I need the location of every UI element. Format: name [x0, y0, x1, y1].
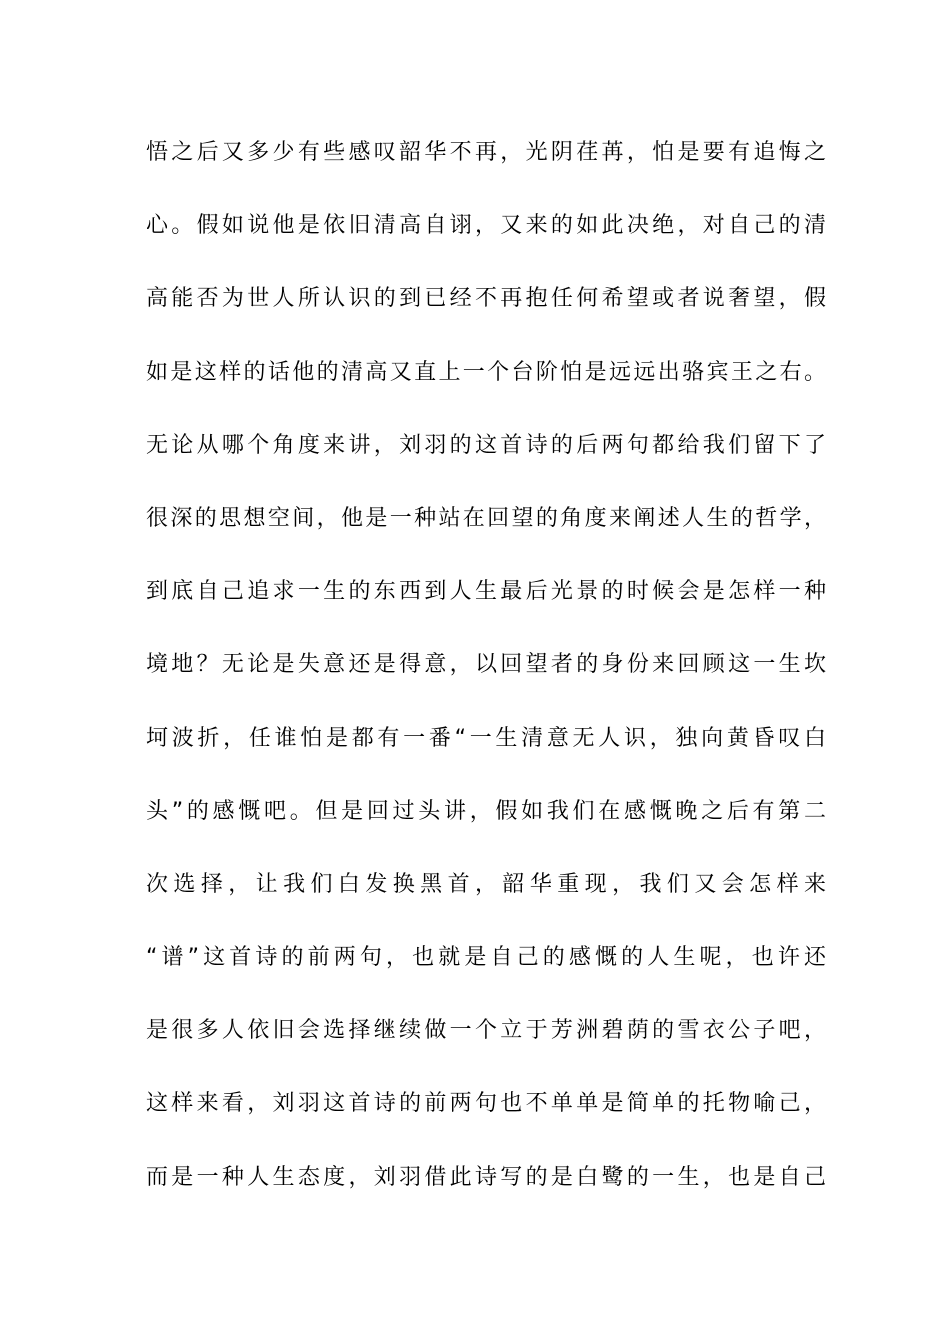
- body-text: [146, 133, 826, 1231]
- text-line: 心。假如说他是依旧清高自诩，又来的如此决绝，对自己的清: [146, 213, 826, 239]
- text-line: 这样来看，刘羽这首诗的前两句也不单单是简单的托物喻己，: [146, 1091, 826, 1117]
- text-line: 如是这样的话他的清高又直上一个台阶怕是远远出骆宾王之右。: [146, 359, 826, 385]
- text-line: 境地？无论是失意还是得意，以回望者的身份来回顾这一生坎: [146, 652, 826, 678]
- text-line: 高能否为世人所认识的到已经不再抱任何希望或者说奢望，假: [146, 286, 826, 312]
- text-line: 到底自己追求一生的东西到人生最后光景的时候会是怎样一种: [146, 579, 826, 605]
- text-line: 是很多人依旧会选择继续做一个立于芳洲碧荫的雪衣公子吧，: [146, 1018, 826, 1044]
- text-line: 坷波折，任谁怕是都有一番“一生清意无人识，独向黄昏叹白: [146, 725, 826, 751]
- text-line: 很深的思想空间，他是一种站在回望的角度来阐述人生的哲学，: [146, 505, 826, 531]
- text-line: 无论从哪个角度来讲，刘羽的这首诗的后两句都给我们留下了: [146, 432, 826, 458]
- text-line: 头”的感慨吧。但是回过头讲，假如我们在感慨晚之后有第二: [146, 798, 826, 824]
- text-line: 而是一种人生态度，刘羽借此诗写的是白鹭的一生，也是自己: [146, 1164, 826, 1190]
- text-line: 次选择，让我们白发换黑首，韶华重现，我们又会怎样来: [146, 871, 826, 897]
- text-line: “谱”这首诗的前两句，也就是自己的感慨的人生呢，也许还: [146, 945, 826, 971]
- text-line: 悟之后又多少有些感叹韶华不再，光阴荏苒，怕是要有追悔之: [146, 140, 826, 165]
